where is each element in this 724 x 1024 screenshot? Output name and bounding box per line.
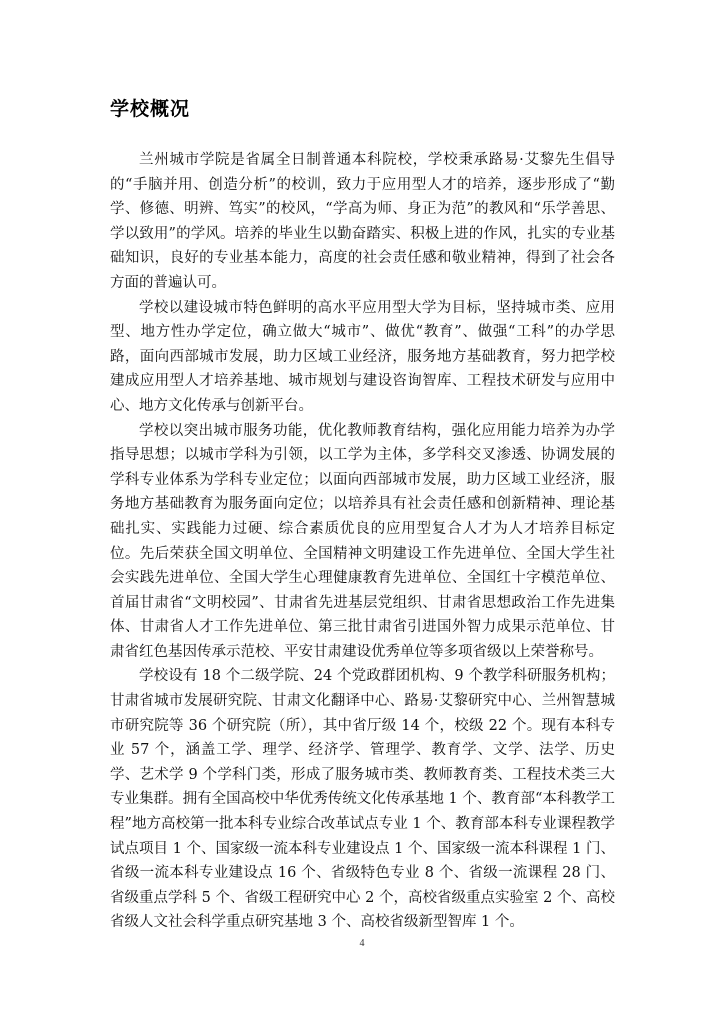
section-title: 学校概况 (110, 98, 191, 120)
paragraph-structure-majors: 学校设有 18 个二级学院、24 个党政群团机构、9 个教学科研服务机构；甘肃省城市发展研究院、甘肃文化翻译中心、路易·艾黎研究中心、兰州智慧城市研究院等 36 个研究院（所），其中省厅级 14 个，校级 22 个。现有本科专业 57 个，涵盖工学、理学、经济学、管理学、教育学、文学、法学、历史学、艺术学 9 个学科门类，形成了服务城市类、教师教育类、工程技术类三大专业集群。拥有全国高校中华优秀传统文化传承基地 1 个、教育部“本科教学工程”地方高校第一批本科专业综合改革试点专业 1 个、教育部本科专业课程教学试点项目 1 个、国家级一流本科专业建设点 1 个、国家级一流本科课程 1 门、省级一流本科专业建设点 16 个、省级特色专业 8 个、省级一流课程 28 门、省级重点学科 5 个、省级工程研究中心 2 个，高校省级重点实验室 2 个、高校省级人文社会科学重点研究基地 3 个、高校省级新型智库 1 个。 (110, 668, 615, 931)
body-text (110, 148, 615, 935)
page-number: 4 (359, 938, 365, 949)
paragraph-positioning-honors: 学校以突出城市服务功能，优化教师教育结构，强化应用能力培养为办学指导思想；以城市学科为引领，以工学为主体，多学科交叉渗透、协调发展的学科专业体系为学科专业定位；以面向西部城市发展，助力区域工业经济，服务地方基础教育为服务面向定位；以培养具有社会责任感和创新精神、理论基础扎实、实践能力过硬、综合素质优良的应用型复合人才为人才培养目标定位。先后荣获全国文明单位、全国精神文明建设工作先进单位、全国大学生社会实践先进单位、全国大学生心理健康教育先进单位、全国红十字模范单位、首届甘肃省“文明校园”、甘肃省先进基层党组织、甘肃省思想政治工作先进集体、甘肃省人才工作先进单位、第三批甘肃省引进国外智力成果示范单位、甘肃省红色基因传承示范校、平安甘肃建设优秀单位等多项省级以上荣誉称号。 (110, 422, 615, 660)
paragraph-goals: 学校以建设城市特色鲜明的高水平应用型大学为目标，坚持城市类、应用型、地方性办学定位，确立做大“城市”、做优“教育”、做强“工科”的办学思路，面向西部城市发展，助力区域工业经济，服务地方基础教育，努力把学校建成应用型人才培养基地、城市规划与建设咨询智库、工程技术研发与应用中心、地方文化传承与创新平台。 (110, 299, 615, 414)
paragraph-intro: 兰州城市学院是省属全日制普通本科院校，学校秉承路易·艾黎先生倡导的“手脑并用、创造分析”的校训，致力于应用型人才的培养，逐步形成了“勤学、修德、明辨、笃实”的校风，“学高为师、身正为范”的教风和“乐学善思、学以致用”的学风。培养的毕业生以勤奋踏实、积极上进的作风，扎实的专业基础知识，良好的专业基本能力，高度的社会责任感和敬业精神，得到了社会各方面的普遍认可。 (110, 152, 615, 291)
